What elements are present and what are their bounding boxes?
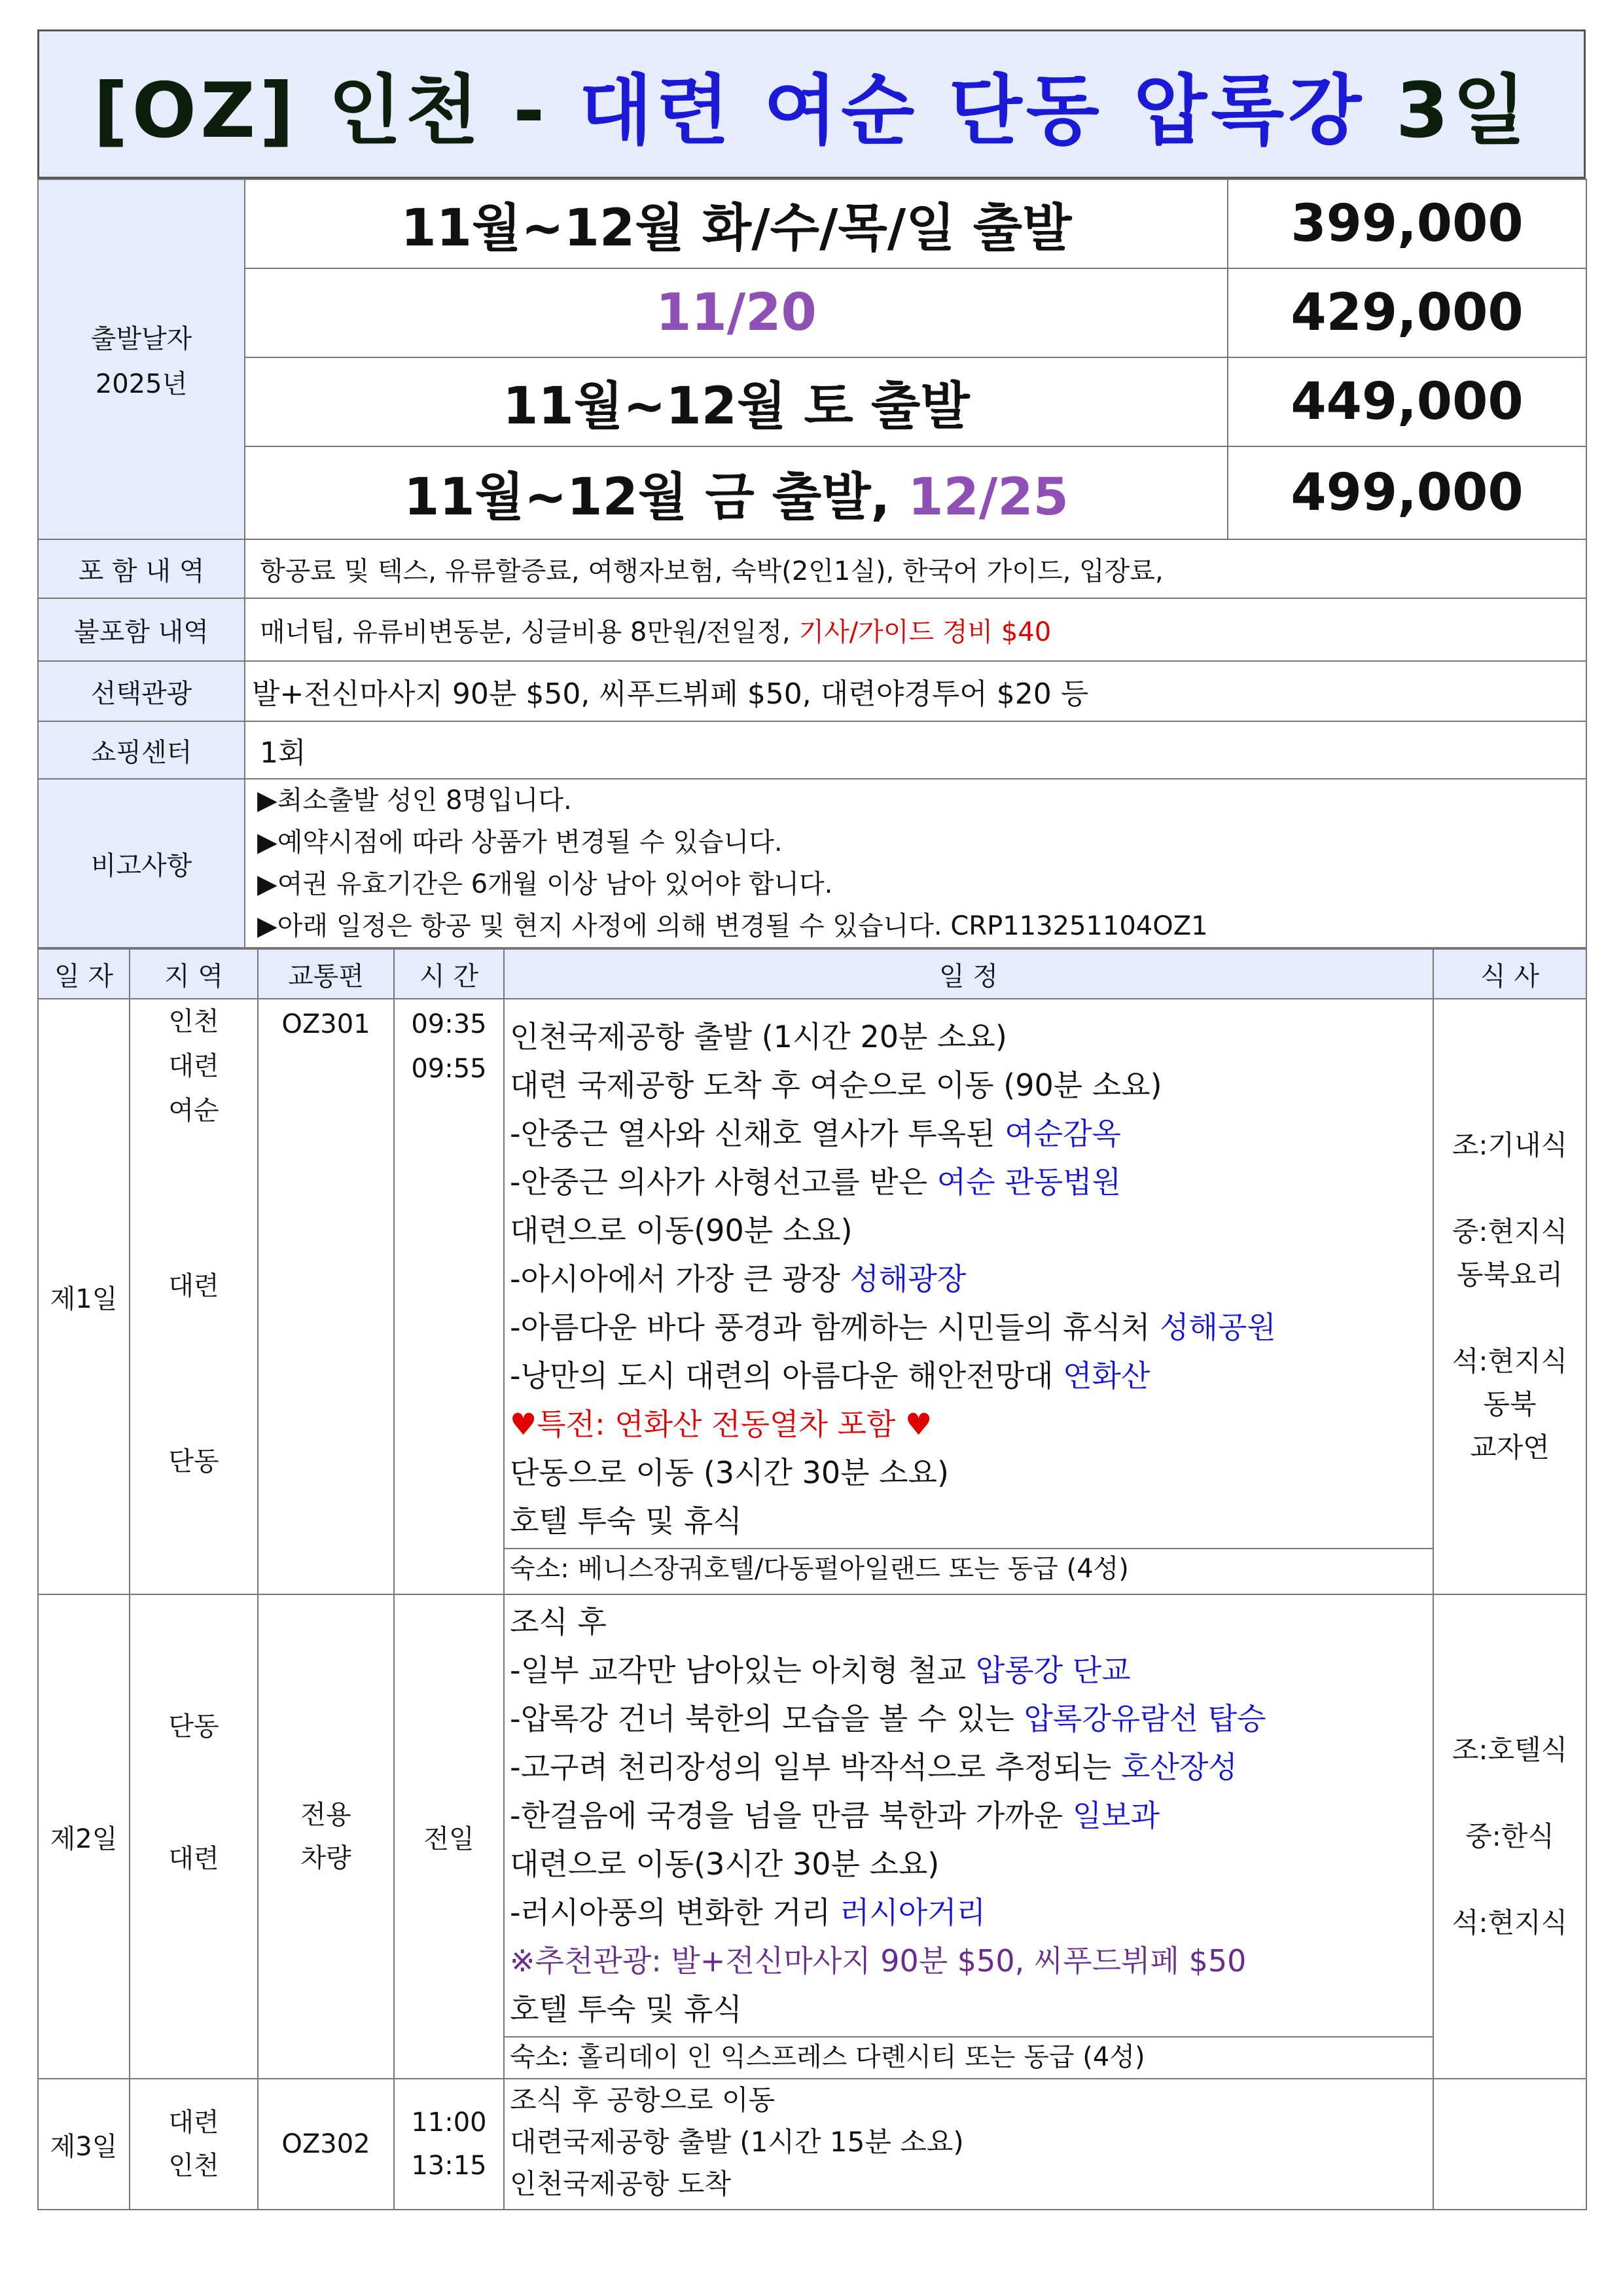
- price-2: 429,000: [1228, 268, 1586, 357]
- region: 대련: [168, 2108, 219, 2138]
- region: 단동: [168, 1446, 219, 1477]
- time: 09:35: [411, 1009, 487, 1039]
- attraction: 호산장성: [1121, 1749, 1238, 1785]
- header-itinerary: 일 정: [504, 949, 1433, 999]
- region: 대련: [168, 1271, 219, 1301]
- attraction: 성해광장: [849, 1261, 967, 1297]
- attraction: 여순 관동법원: [936, 1164, 1122, 1200]
- departure-date-3: 11월~12월 토 출발: [245, 357, 1228, 446]
- excluded-text: 매너팁, 유류비변동분, 싱글비용 8만원/전일정, 기사/가이드 경비 $40: [245, 598, 1586, 661]
- attraction: 압롱강 단교: [975, 1653, 1131, 1688]
- attraction: 성해공원: [1160, 1310, 1276, 1345]
- itinerary-line: 조식 후: [510, 1604, 607, 1640]
- attraction: 여순감옥: [1005, 1116, 1121, 1151]
- day2-transport: 전용 차량: [258, 1594, 394, 2079]
- day1-label: 제1일: [38, 999, 130, 1594]
- itinerary-line: -일부 교각만 남아있는 아치형 철교 압롱강 단교: [510, 1653, 1131, 1688]
- departure-date-1: 11월~12월 화/수/목/일 출발: [245, 179, 1228, 268]
- region: 여순: [168, 1096, 219, 1126]
- attraction: 일보과: [1072, 1798, 1160, 1833]
- departure-label: [38, 179, 245, 539]
- itinerary-line: 대련으로 이동(3시간 30분 소요): [510, 1846, 940, 1882]
- day1-regions: [130, 999, 258, 1594]
- remark-item: ▶아래 일정은 항공 및 현지 사정에 의해 변경될 수 있습니다. CRP113251104OZ1: [257, 911, 1208, 941]
- itinerary-sheet: [37, 29, 1586, 2210]
- remark-item: ▶최소출발 성인 8명입니다.: [257, 785, 572, 816]
- itinerary-line: 인천국제공항 도착: [510, 2168, 731, 2200]
- title-dash: -: [513, 66, 549, 155]
- day3-flight: OZ302: [258, 2079, 394, 2210]
- day1-meals: 조:기내식 중:현지식 동북요리 석:현지식 동북 교자연: [1433, 999, 1586, 1594]
- region: 인천: [168, 1007, 219, 1037]
- itinerary-line: 대련 국제공항 도착 후 여순으로 이동 (90분 소요): [510, 1067, 1162, 1103]
- schedule-table: [37, 948, 1587, 2210]
- day2-time: 전일: [394, 1594, 504, 2079]
- departure-label-line1: 출발날자: [90, 324, 192, 354]
- itinerary-line: -아름다운 바다 풍경과 함께하는 시민들의 휴식처 성해공원: [510, 1310, 1276, 1345]
- day2-meals: 조:호텔식 중:한식 석:현지식: [1433, 1594, 1586, 2079]
- special-benefit: ♥특전: 연화산 전동열차 포함 ♥: [510, 1407, 933, 1442]
- attraction: 러시아거리: [840, 1895, 986, 1930]
- included-text: 항공료 및 텍스, 유류할증료, 여행자보험, 숙박(2인1실), 한국어 가이드, 입장료,: [245, 539, 1586, 598]
- itinerary-line: 호텔 투숙 및 휴식: [510, 1503, 742, 1539]
- region: 대련: [168, 1844, 219, 1874]
- day1-flight: OZ301: [258, 999, 394, 1594]
- remarks-list: [245, 779, 1586, 948]
- header-transport: 교통편: [258, 949, 394, 999]
- page-title: [93, 67, 1529, 155]
- time: 11:00: [411, 2108, 487, 2138]
- day3-itinerary: [504, 2079, 1433, 2210]
- time: 09:55: [411, 1054, 487, 1084]
- itinerary-line: -러시아풍의 변화한 거리 러시아거리: [510, 1895, 986, 1930]
- optional-text: 발+전신마사지 90분 $50, 씨푸드뷔페 $50, 대련야경투어 $20 등: [245, 661, 1586, 721]
- itinerary-line: 단동으로 이동 (3시간 30분 소요): [510, 1455, 949, 1490]
- itinerary-line: -압록강 건너 북한의 모습을 볼 수 있는 압록강유람선 탑승: [510, 1701, 1266, 1736]
- departure-date-4: 11월~12월 금 출발, 12/25: [245, 446, 1228, 539]
- departure-date-4-extra: 12/25: [908, 468, 1069, 527]
- price-info-table: [37, 179, 1587, 948]
- itinerary-line: 대련국제공항 출발 (1시간 15분 소요): [510, 2126, 964, 2158]
- title-cell: [39, 31, 1585, 178]
- day2-regions: [130, 1594, 258, 2079]
- day3-regions: [130, 2079, 258, 2210]
- recommended-tour: ※추천관광: 발+전신마사지 90분 $50, 씨푸드뷔페 $50: [510, 1943, 1247, 1979]
- itinerary-line: -아시아에서 가장 큰 광장 성해광장: [510, 1261, 967, 1297]
- itinerary-line: -한걸음에 국경을 넘을 만큼 북한과 가까운 일보과: [510, 1798, 1160, 1833]
- header-region: 지 역: [130, 949, 258, 999]
- title-destinations: 대련 여순 단동 압록강: [579, 66, 1366, 155]
- header-meal: 식 사: [1433, 949, 1586, 999]
- region: 인천: [168, 2151, 219, 2181]
- optional-label: 선택관광: [38, 661, 245, 721]
- itinerary-line: 인천국제공항 출발 (1시간 20분 소요): [510, 1019, 1007, 1054]
- attraction: 압록강유람선 탑승: [1024, 1701, 1266, 1736]
- day2-hotel: 숙소: 홀리데이 인 익스프레스 다롄시티 또는 동급 (4성): [505, 2036, 1433, 2077]
- price-1: 399,000: [1228, 179, 1586, 268]
- departure-date-2: 11/20: [245, 268, 1228, 357]
- title-duration: 3일: [1395, 66, 1530, 155]
- title-table: [37, 29, 1586, 179]
- day2-itinerary: [504, 1594, 1433, 2079]
- shopping-label: 쇼핑센터: [38, 721, 245, 779]
- itinerary-line: -고구려 천리장성의 일부 박작석으로 추정되는 호산장성: [510, 1749, 1238, 1785]
- day3-meals: [1433, 2079, 1586, 2210]
- price-4: 499,000: [1228, 446, 1586, 539]
- shopping-text: 1회: [245, 721, 1586, 779]
- attraction: 연화산: [1063, 1358, 1150, 1393]
- remark-item: ▶예약시점에 따라 상품가 변경될 수 있습니다.: [257, 827, 783, 857]
- remark-item: ▶여권 유효기간은 6개월 이상 남아 있어야 합니다.: [257, 869, 833, 899]
- day2-label: 제2일: [38, 1594, 130, 2079]
- time: 13:15: [411, 2151, 487, 2181]
- itinerary-line: -안중근 열사와 신채호 열사가 투옥된 여순감옥: [510, 1116, 1121, 1151]
- header-time: 시 간: [394, 949, 504, 999]
- itinerary-line: 대련으로 이동(90분 소요): [510, 1213, 853, 1248]
- day1-times: [394, 999, 504, 1594]
- itinerary-line: -낭만의 도시 대련의 아름다운 해안전망대 연화산: [510, 1358, 1150, 1393]
- day1-itinerary: [504, 999, 1433, 1594]
- title-code: [OZ]: [93, 66, 298, 155]
- excluded-label: 불포함 내역: [38, 598, 245, 661]
- region: 단동: [168, 1712, 219, 1742]
- itinerary-line: -안중근 의사가 사형선고를 받은 여순 관동법원: [510, 1164, 1122, 1200]
- price-3: 449,000: [1228, 357, 1586, 446]
- included-label: 포 함 내 역: [38, 539, 245, 598]
- remarks-label: 비고사항: [38, 779, 245, 948]
- day1-hotel: 숙소: 베니스장궈호텔/다동펄아일랜드 또는 동급 (4성): [505, 1548, 1433, 1588]
- departure-label-year: 2025년: [95, 369, 188, 399]
- day3-times: [394, 2079, 504, 2210]
- itinerary-line: 조식 후 공항으로 이동: [510, 2084, 776, 2116]
- guide-fee: 기사/가이드 경비 $40: [798, 617, 1052, 647]
- region: 대련: [168, 1051, 219, 1081]
- title-origin: 인천: [328, 66, 483, 155]
- day3-label: 제3일: [38, 2079, 130, 2210]
- header-day: 일 자: [38, 949, 130, 999]
- itinerary-line: 호텔 투숙 및 휴식: [510, 1992, 742, 2027]
